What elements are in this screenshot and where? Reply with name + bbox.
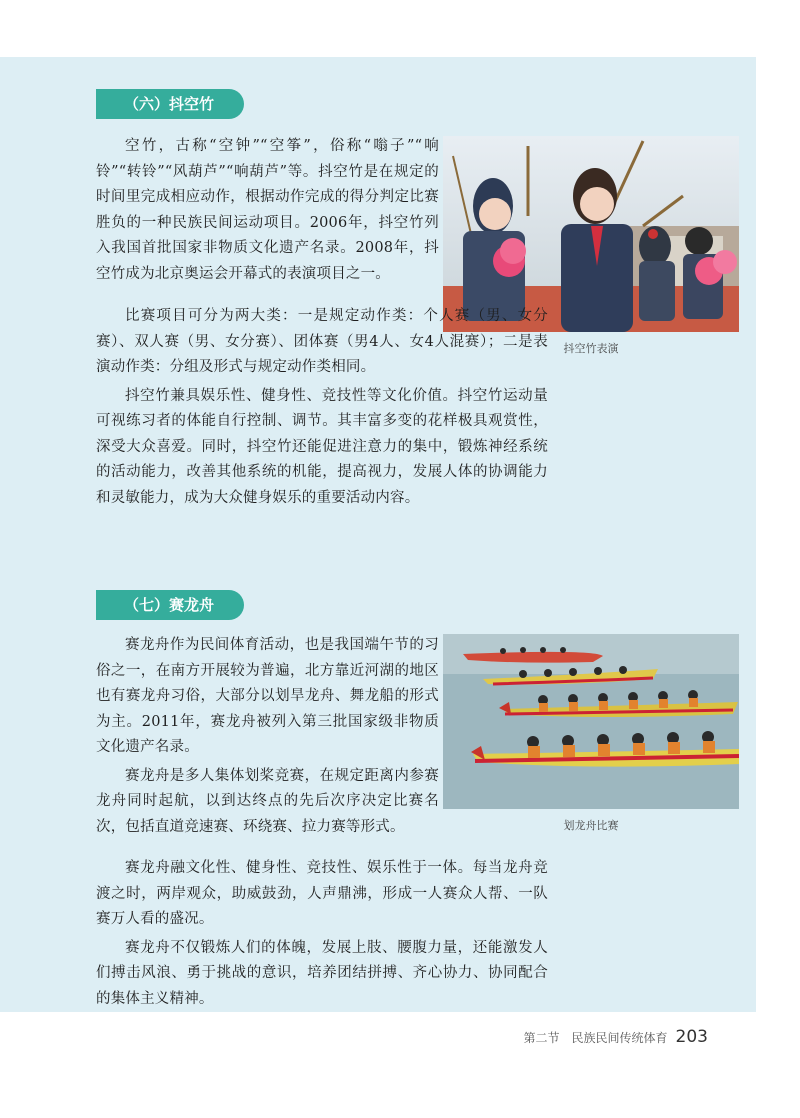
footer-section-title: 第二节 民族民间传统体育 — [523, 1031, 668, 1045]
dragon-boat-photo-illustration — [443, 634, 739, 809]
section-text-dragon-boat-body — [96, 856, 548, 1015]
diabolo-photo-illustration — [443, 136, 739, 332]
photo-diabolo-performance — [443, 136, 739, 332]
photo-caption-dragon-boat: 划龙舟比赛 — [563, 819, 619, 832]
page-number: 203 — [675, 1027, 708, 1047]
section-heading-diabolo: （六）抖空竹 — [96, 89, 244, 119]
paragraph: 空竹，古称“空钟”“空筝”，俗称“嗡子”“响铃”“转铃”“风葫芦”“响葫芦”等。抖空竹是在规定的时间里完成相应动作，根据动作完成的得分判定比赛胜负的一种民族民间运动项目。2006年，抖空竹列入我国首批国家非物质文化遗产名录。2008年，抖空竹成为北京奥运会开幕式的表演项目之一。 — [96, 138, 439, 282]
section-heading-dragon-boat: （七）赛龙舟 — [96, 590, 244, 620]
section-text-diabolo-body — [96, 304, 548, 514]
paragraph: 赛龙舟融文化性、健身性、竞技性、娱乐性于一体。每当龙舟竞渡之时，两岸观众，助威鼓劲，人声鼎沸，形成一人赛众人帮、一队赛万人看的盛况。 — [96, 860, 548, 927]
paragraph: 比赛项目可分为两大类：一是规定动作类：个人赛（男、女分赛）、双人赛（男、女分赛）、团体赛（男4人、女4人混赛）；二是表演动作类：分组及形式与规定动作类相同。 — [96, 308, 548, 375]
photo-caption-diabolo: 抖空竹表演 — [563, 342, 619, 355]
photo-dragon-boat-race — [443, 634, 739, 809]
paragraph: 赛龙舟作为民间体育活动，也是我国端午节的习俗之一，在南方开展较为普遍，北方靠近河湖的地区也有赛龙舟习俗，大部分以划旱龙舟、舞龙船的形式为主。2011年，赛龙舟被列入第三批国家级非物质文化遗产名录。 — [96, 637, 439, 755]
paragraph: 赛龙舟是多人集体划桨竞赛，在规定距离内参赛龙舟同时起航，以到达终点的先后次序决定比赛名次，包括直道竞速赛、环绕赛、拉力赛等形式。 — [96, 767, 439, 835]
section-text-dragon-boat-intro — [96, 633, 439, 843]
paragraph: 抖空竹兼具娱乐性、健身性、竞技性等文化价值。抖空竹运动量可视练习者的体能自行控制、调节。其丰富多变的花样极具观赏性，深受大众喜爱。同时，抖空竹还能促进注意力的集中，锻炼神经系统的活动能力，改善其他系统的机能，提高视力，发展人体的协调能力和灵敏能力，成为大众健身娱乐的重要活动内容。 — [96, 387, 548, 506]
section-text-diabolo-intro — [96, 134, 439, 290]
paragraph: 赛龙舟不仅锻炼人们的体魄，发展上肢、腰腹力量，还能激发人们搏击风浪、勇于挑战的意识，培养团结拼搏、齐心协力、协同配合的集体主义精神。 — [96, 939, 548, 1007]
page-footer — [524, 1027, 708, 1047]
